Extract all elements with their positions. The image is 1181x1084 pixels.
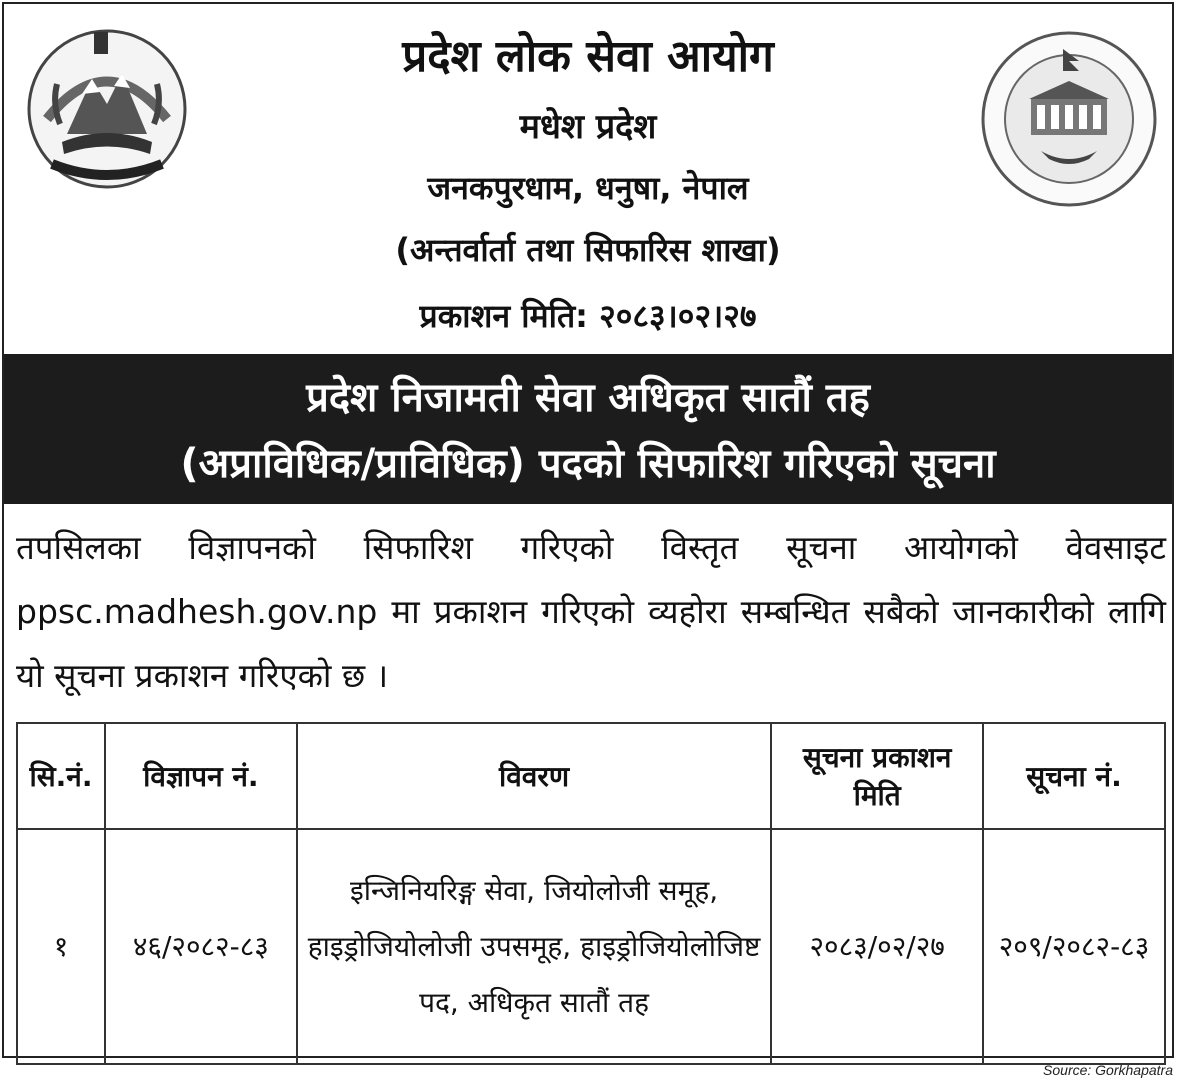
source-credit: Source: Gorkhapatra [1043,1062,1173,1078]
cell-advertisement-number: ४६/२०८२-८३ [105,829,297,1064]
header [4,4,1172,354]
notice-frame [2,2,1174,1058]
header-details: विवरण [297,723,772,829]
cell-serial-number: १ [17,829,105,1064]
banner-line-2: (अप्राविधिक/प्राविधिक) पदको सिफारिश गरिएको सूचना [180,441,996,487]
banner-line-1: प्रदेश निजामती सेवा अधिकृत सातौं तह [306,375,870,421]
header-serial-number: सि.नं. [17,723,105,829]
cell-details: इन्जिनियरिङ्ग सेवा, जियोलोजी समूह, हाइड्रोजियोलोजी उपसमूह, हाइड्रोजियोलोजिष्ट पद, अधिकृत सातौं तह [297,829,772,1064]
intro-paragraph: तपसिलका विज्ञापनको सिफारिश गरिएको विस्तृत सूचना आयोगको वेवसाइट ppsc.madhesh.gov.np मा प्रकाशन गरिएको व्यहोरा सम्बन्धित सबैको जानकारीको लागि यो सूचना प्रकाशन गरिएको छ । [16,528,1166,695]
province-name: मधेश प्रदेश [519,107,657,147]
notice-banner [4,354,1172,504]
header-advertisement-number: विज्ञापन नं. [105,723,297,829]
table-header-row [17,723,1165,829]
header-notice-number: सूचना नं. [983,723,1165,829]
branch-name: (अन्तर्वार्ता तथा सिफारिस शाखा) [395,231,781,269]
recommendation-table [16,722,1166,1065]
cell-notice-number: २०९/२०८२-८३ [983,829,1165,1064]
publication-date: प्रकाशन मिति: २०८३।०२।२७ [419,297,757,335]
header-publication-date: सूचना प्रकाशन मिति [771,723,983,829]
commission-title: प्रदेश लोक सेवा आयोग [402,31,774,82]
table-row [17,829,1165,1064]
office-address: जनकपुरधाम, धनुषा, नेपाल [427,169,749,207]
cell-publication-date: २०८३/०२/२७ [771,829,983,1064]
